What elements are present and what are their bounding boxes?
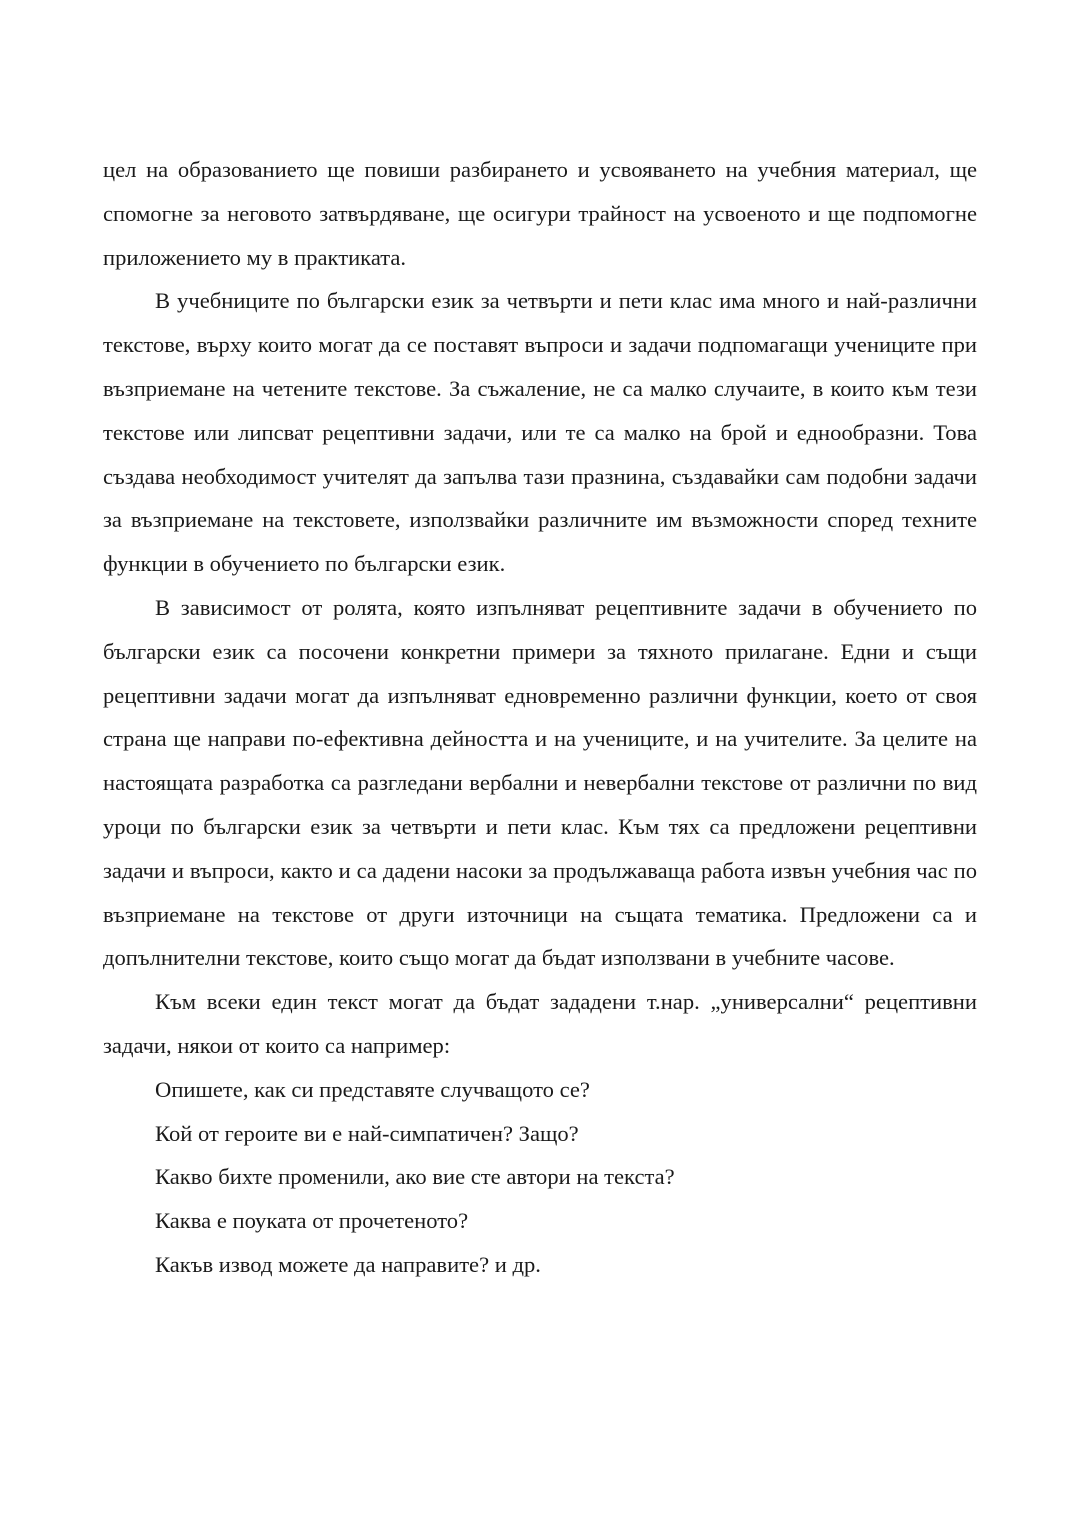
paragraph-4: Към всеки един текст могат да бъдат зададени т.нар. „универсални“ рецептивни задачи, някои от които са например: (103, 989, 977, 1058)
document-body (103, 148, 977, 1287)
question-5: Какъв извод можете да направите? и др. (155, 1251, 541, 1277)
paragraph-3: В зависимост от ролята, която изпълняват рецептивните задачи в обучението по български език са посочени конкретни примери за тяхното прилагане. Едни и същи рецептивни задачи могат да изпълняват едновременно различни функции, което от своя страна ще направи по-ефективна дейността и на учениците, и на учителите. За целите на настоящата разработка са разгледани вербални и невербални текстове от различни по вид уроци по български език за четвърти и пети клас. Към тях са предложени рецептивни задачи и въпроси, както и са дадени насоки за продължаваща работа извън учебния час по възприемане на текстове от други източници на същата тематика. Предложени са и допълнителни текстове, които също могат да бъдат използвани в учебните часове. (103, 594, 977, 971)
paragraph-2: В учебниците по български език за четвърти и пети клас има много и най-различни текстове, върху които могат да се поставят въпроси и задачи подпомагащи учениците при възприемане на четените текстове. За съжаление, не са малко случаите, в които към тези текстове или липсват рецептивни задачи, или те са малко на брой и еднообразни. Това създава необходимост учителят да запълва тази празнина, създавайки сам подобни задачи за възприемане на текстовете, използвайки различните им възможности според техните функции в обучението по български език. (103, 288, 977, 577)
paragraph-1: цел на образованието ще повиши разбирането и усвояването на учебния материал, ще спомогне за неговото затвърдяване, ще осигури трайност на усвоеното и ще подпомогне приложението му в практиката. (103, 157, 977, 270)
question-1: Опишете, как си представяте случващото се? (155, 1076, 590, 1102)
question-4: Каква е поуката от прочетеното? (155, 1208, 469, 1234)
question-2: Кой от героите ви е най-симпатичен? Защо? (155, 1120, 579, 1146)
question-3: Какво бихте променили, ако вие сте автори на текста? (155, 1164, 675, 1190)
